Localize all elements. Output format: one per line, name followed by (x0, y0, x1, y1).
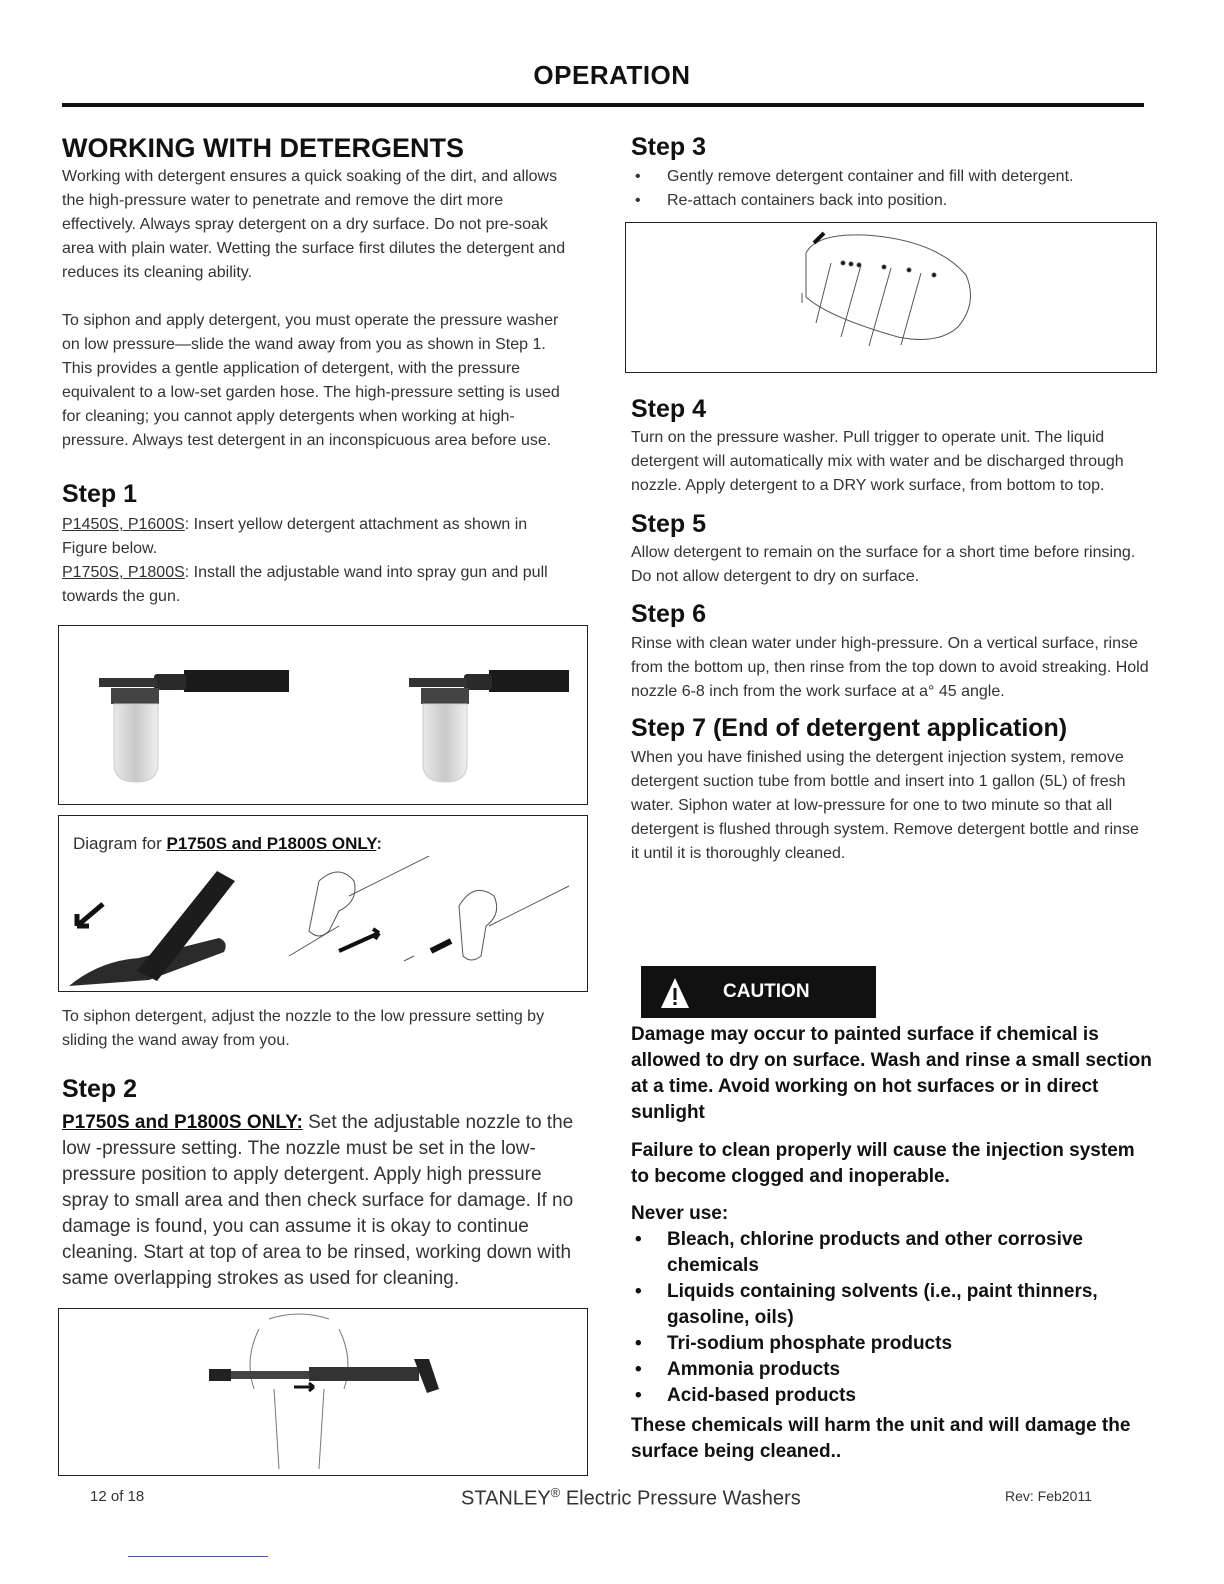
step-3-heading: Step 3 (631, 133, 707, 161)
adjustable-wand-diagram (58, 815, 588, 992)
step-2-heading: Step 2 (62, 1075, 138, 1103)
nozzle-closeup-right-icon (404, 886, 569, 961)
diagram-caption (73, 832, 382, 856)
step-5-heading: Step 5 (631, 510, 707, 538)
never-use-item-4: • Ammonia products (631, 1357, 1111, 1383)
never-use-list (631, 1227, 1111, 1409)
warning-triangle-icon (641, 966, 711, 1018)
siphon-note: To siphon detergent, adjust the nozzle to the low pressure setting by sliding the wand away from you. (62, 1008, 545, 1049)
registered-mark: ® (550, 1485, 561, 1500)
never-use-item-3: • Tri-sodium phosphate products (631, 1331, 1111, 1357)
step-7-text: When you have finished using the detergent injection system, remove detergent suction tube from bottle and insert into 1 gallon (5L) of fresh water. Siphon water at low-pressure for one to two minute so that all detergent is flushed through system. Remove detergent bottle and rinse it until it is thoroughly cleaned. (631, 749, 1139, 862)
person-outline-icon (250, 1314, 348, 1469)
step-2-body: Set the adjustable nozzle to the low -pressure setting. The nozzle must be set in the low-pressure position to apply detergent. Apply high pressure spray to small area and then check surface for damage. If no damage is found, you can assume it is okay to continue cleaning. Start at top of area to be rinsed, working down with same overlapping strokes as used for cleaning. (62, 1112, 574, 1289)
detergent-container-icon (802, 233, 971, 346)
step-1-heading: Step 1 (62, 480, 138, 508)
hand-holding-wand-icon (69, 871, 235, 986)
page-header-title: OPERATION (533, 60, 691, 90)
footnote-rule (128, 1556, 268, 1557)
step-5-text: Allow detergent to remain on the surface for a short time before rinsing. Do not allow detergent to dry on surface. (631, 544, 1136, 585)
person-spray-gun-illustration (59, 1309, 586, 1474)
diagram-caption-suffix: : (376, 834, 382, 853)
step-4-heading: Step 4 (631, 395, 707, 423)
caution-label: CAUTION (723, 981, 810, 1002)
step-4-text: Turn on the pressure washer. Pull trigger to operate unit. The liquid detergent will automatically mix with water and be discharged through nozzle. Apply detergent to a DRY work surface, from bottom to top. (631, 429, 1124, 494)
step-1-model-b: P1750S, P1800S (62, 564, 185, 581)
diagram-caption-prefix: Diagram for (73, 834, 167, 853)
intro-paragraph-2: To siphon and apply detergent, you must operate the pressure washer on low pressure—slide the wand away from you as shown in Step 1. This provides a gentle application of detergent, with the pressure equivalent to a low-set garden hose. The high-pressure setting is used for cleaning; you cannot apply detergents when working at high-pressure. Always test detergent in an inconspicuous area before use. (62, 312, 560, 449)
nozzle-closeup-left-icon (289, 856, 439, 956)
step-6-heading: Step 6 (631, 600, 707, 628)
footer-brand: STANLEY (461, 1487, 551, 1510)
never-use-item-1: • Bleach, chlorine products and other corrosive chemicals (631, 1227, 1111, 1279)
footer-product-name: Electric Pressure Washers (560, 1487, 801, 1510)
detergent-attachment-illustration (59, 626, 586, 803)
attachment-right-icon (409, 670, 569, 782)
diagram-caption-models: P1750S and P1800S ONLY (166, 834, 377, 853)
caution-paragraph-2: Failure to clean properly will cause the injection system to become clogged and inoperable. (631, 1140, 1135, 1187)
attachment-left-icon (99, 670, 289, 782)
detergent-container-illustration (626, 223, 1155, 371)
caution-banner (641, 966, 876, 1018)
detergent-attachment-figure (58, 625, 588, 805)
spray-gun-figure (58, 1308, 588, 1476)
intro-paragraph-1: Working with detergent ensures a quick soaking of the dirt, and allows the high-pressure water to penetrate and remove the dirt more effectively. Always spray detergent on a dry surface. Do not pre-soak area with plain water. Wetting the surface first dilutes the detergent and reduces its cleaning ability. (62, 168, 566, 281)
caution-closing: These chemicals will harm the unit and will damage the surface being cleaned.. (631, 1415, 1131, 1462)
wand-adjustment-illustration (59, 856, 586, 991)
never-use-item-2: • Liquids containing solvents (i.e., paint thinners, gasoline, oils) (631, 1279, 1111, 1331)
revision-date: Rev: Feb2011 (1005, 1488, 1092, 1504)
step-2-models: P1750S and P1800S ONLY: (62, 1112, 303, 1133)
step-1-text (62, 513, 572, 609)
caution-paragraph-1: Damage may occur to painted surface if chemical is allowed to dry on surface. Wash and rinse a small section at a time. Avoid working on hot surfaces or in direct sunlight (631, 1024, 1152, 1123)
detergent-container-figure (625, 222, 1157, 373)
footer-product (461, 1485, 801, 1511)
step-3-bullets (631, 165, 1141, 213)
header-divider (62, 103, 1144, 107)
section-title: WORKING WITH DETERGENTS (62, 133, 464, 163)
never-use-item-5: • Acid-based products (631, 1383, 1111, 1409)
step-3-bullet-2: • Re-attach containers back into position. (631, 189, 1141, 213)
spray-gun-icon (209, 1359, 439, 1393)
step-3-bullet-1: • Gently remove detergent container and fill with detergent. (631, 165, 1141, 189)
step-7-heading: Step 7 (End of detergent application) (631, 714, 1068, 742)
step-1-text-a: : Insert yellow detergent attachment as shown in Figure below. (62, 516, 528, 557)
step-1-model-a: P1450S, P1600S (62, 516, 185, 533)
never-use-label: Never use: (631, 1203, 729, 1224)
page-number: 12 of 18 (90, 1488, 145, 1505)
step-6-text: Rinse with clean water under high-pressure. On a vertical surface, rinse from the bottom up, then rinse from the top down to avoid streaking. Hold nozzle 6-8 inch from the work surface at a° 45 angle. (631, 635, 1149, 700)
step-2-text (62, 1110, 580, 1292)
step-1-text-b: : Install the adjustable wand into spray gun and pull towards the gun. (62, 564, 548, 605)
